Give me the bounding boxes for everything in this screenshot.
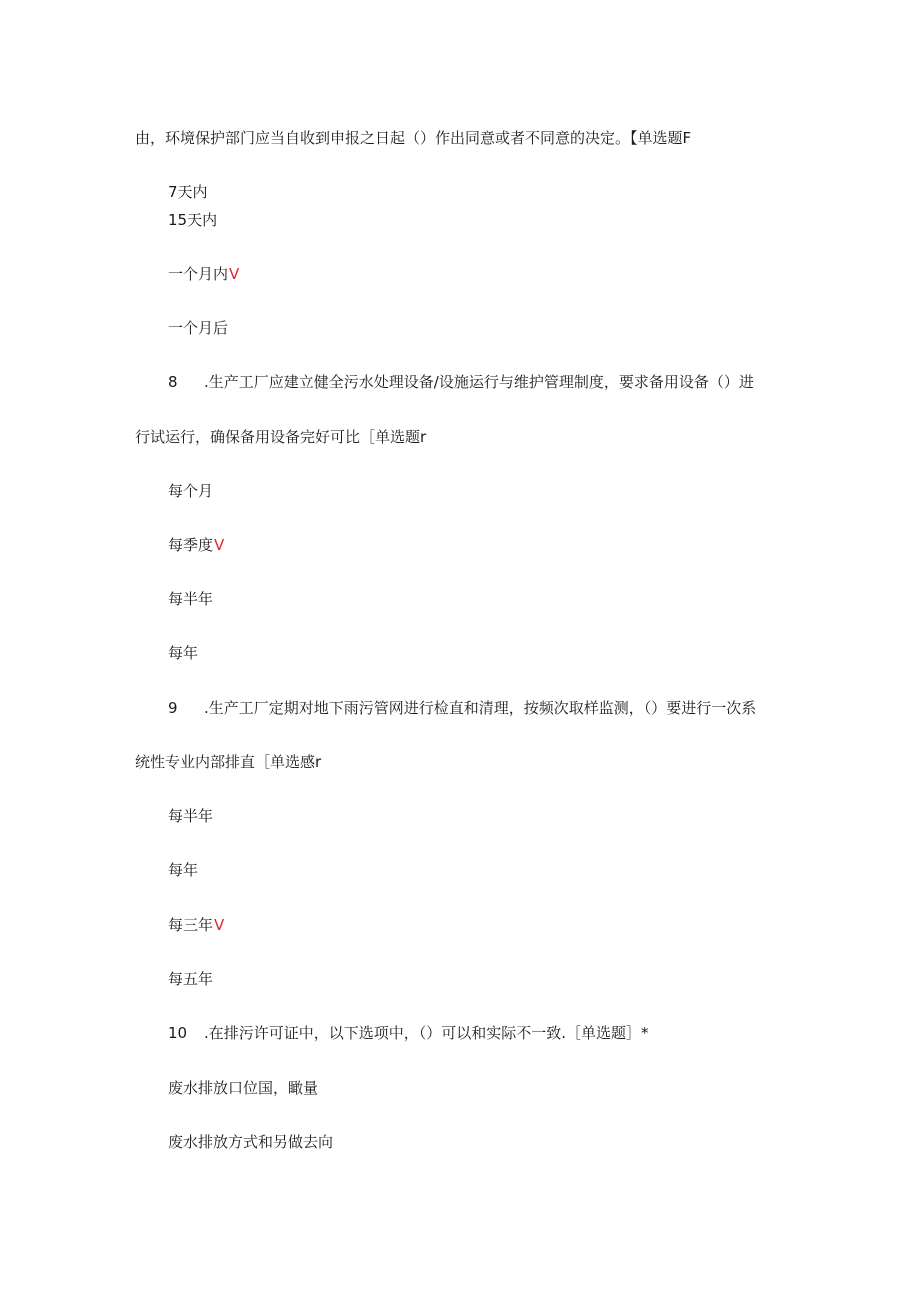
q7-option-a (168, 182, 209, 202)
option-text: 一个月内 (168, 265, 229, 283)
correct-mark: V (214, 536, 225, 554)
question-7-tail: 由，环境保护部门应当自收到申报之日起（）作出同意或者不同意的决定。【单选题F (135, 129, 692, 147)
question-number: 9 (168, 699, 178, 717)
q9-option-a (168, 806, 214, 826)
correct-mark: V (229, 265, 240, 283)
q7-option-b (168, 210, 218, 230)
option-text: 7天内 (168, 183, 208, 201)
option-text: 15天内 (168, 211, 218, 229)
option-text: 每个月 (168, 482, 214, 500)
option-text: 每五年 (168, 970, 214, 988)
option-text: 一个月后 (168, 319, 229, 337)
option-text: 每半年 (168, 807, 214, 825)
q10-option-a (168, 1078, 319, 1098)
option-text: 废水排放口位国，瞰量 (168, 1079, 319, 1097)
option-text: 每年 (168, 644, 199, 662)
q8-option-b (168, 535, 224, 555)
option-text: 每半年 (168, 590, 214, 608)
question-text-line1: .生产工厂应建立健全污水处理设备/设施运行与维护管理制度，要求备用设备（）进 (204, 373, 754, 391)
q10-option-b (168, 1132, 334, 1152)
q7-option-c (168, 264, 239, 284)
question-8-line2: 行试运行，确保备用设备完好可比［单选题r (135, 428, 427, 446)
option-text: 每三年 (168, 916, 214, 934)
q9-option-d (168, 969, 214, 989)
question-9-line2: 统性专业内部排直［单选感r (135, 753, 322, 771)
q9-option-b (168, 860, 199, 880)
q9-option-c (168, 915, 224, 935)
q8-option-d (168, 643, 199, 663)
question-number: 10 (168, 1024, 188, 1042)
q7-option-d (168, 318, 229, 338)
option-text: 每年 (168, 861, 199, 879)
option-text: 每季度 (168, 536, 214, 554)
q8-option-a (168, 481, 214, 501)
option-text: 废水排放方式和另做去向 (168, 1133, 334, 1151)
q8-option-c (168, 589, 214, 609)
question-number: 8 (168, 373, 178, 391)
question-text-line1: .生产工厂定期对地下雨污管网进行检直和清理，按频次取样监测，（）要进行一次系 (204, 699, 757, 717)
question-text-line1: .在排污许可证中，以下选项中，（）可以和实际不一致.［单选题］* (204, 1024, 649, 1042)
correct-mark: V (214, 916, 225, 934)
